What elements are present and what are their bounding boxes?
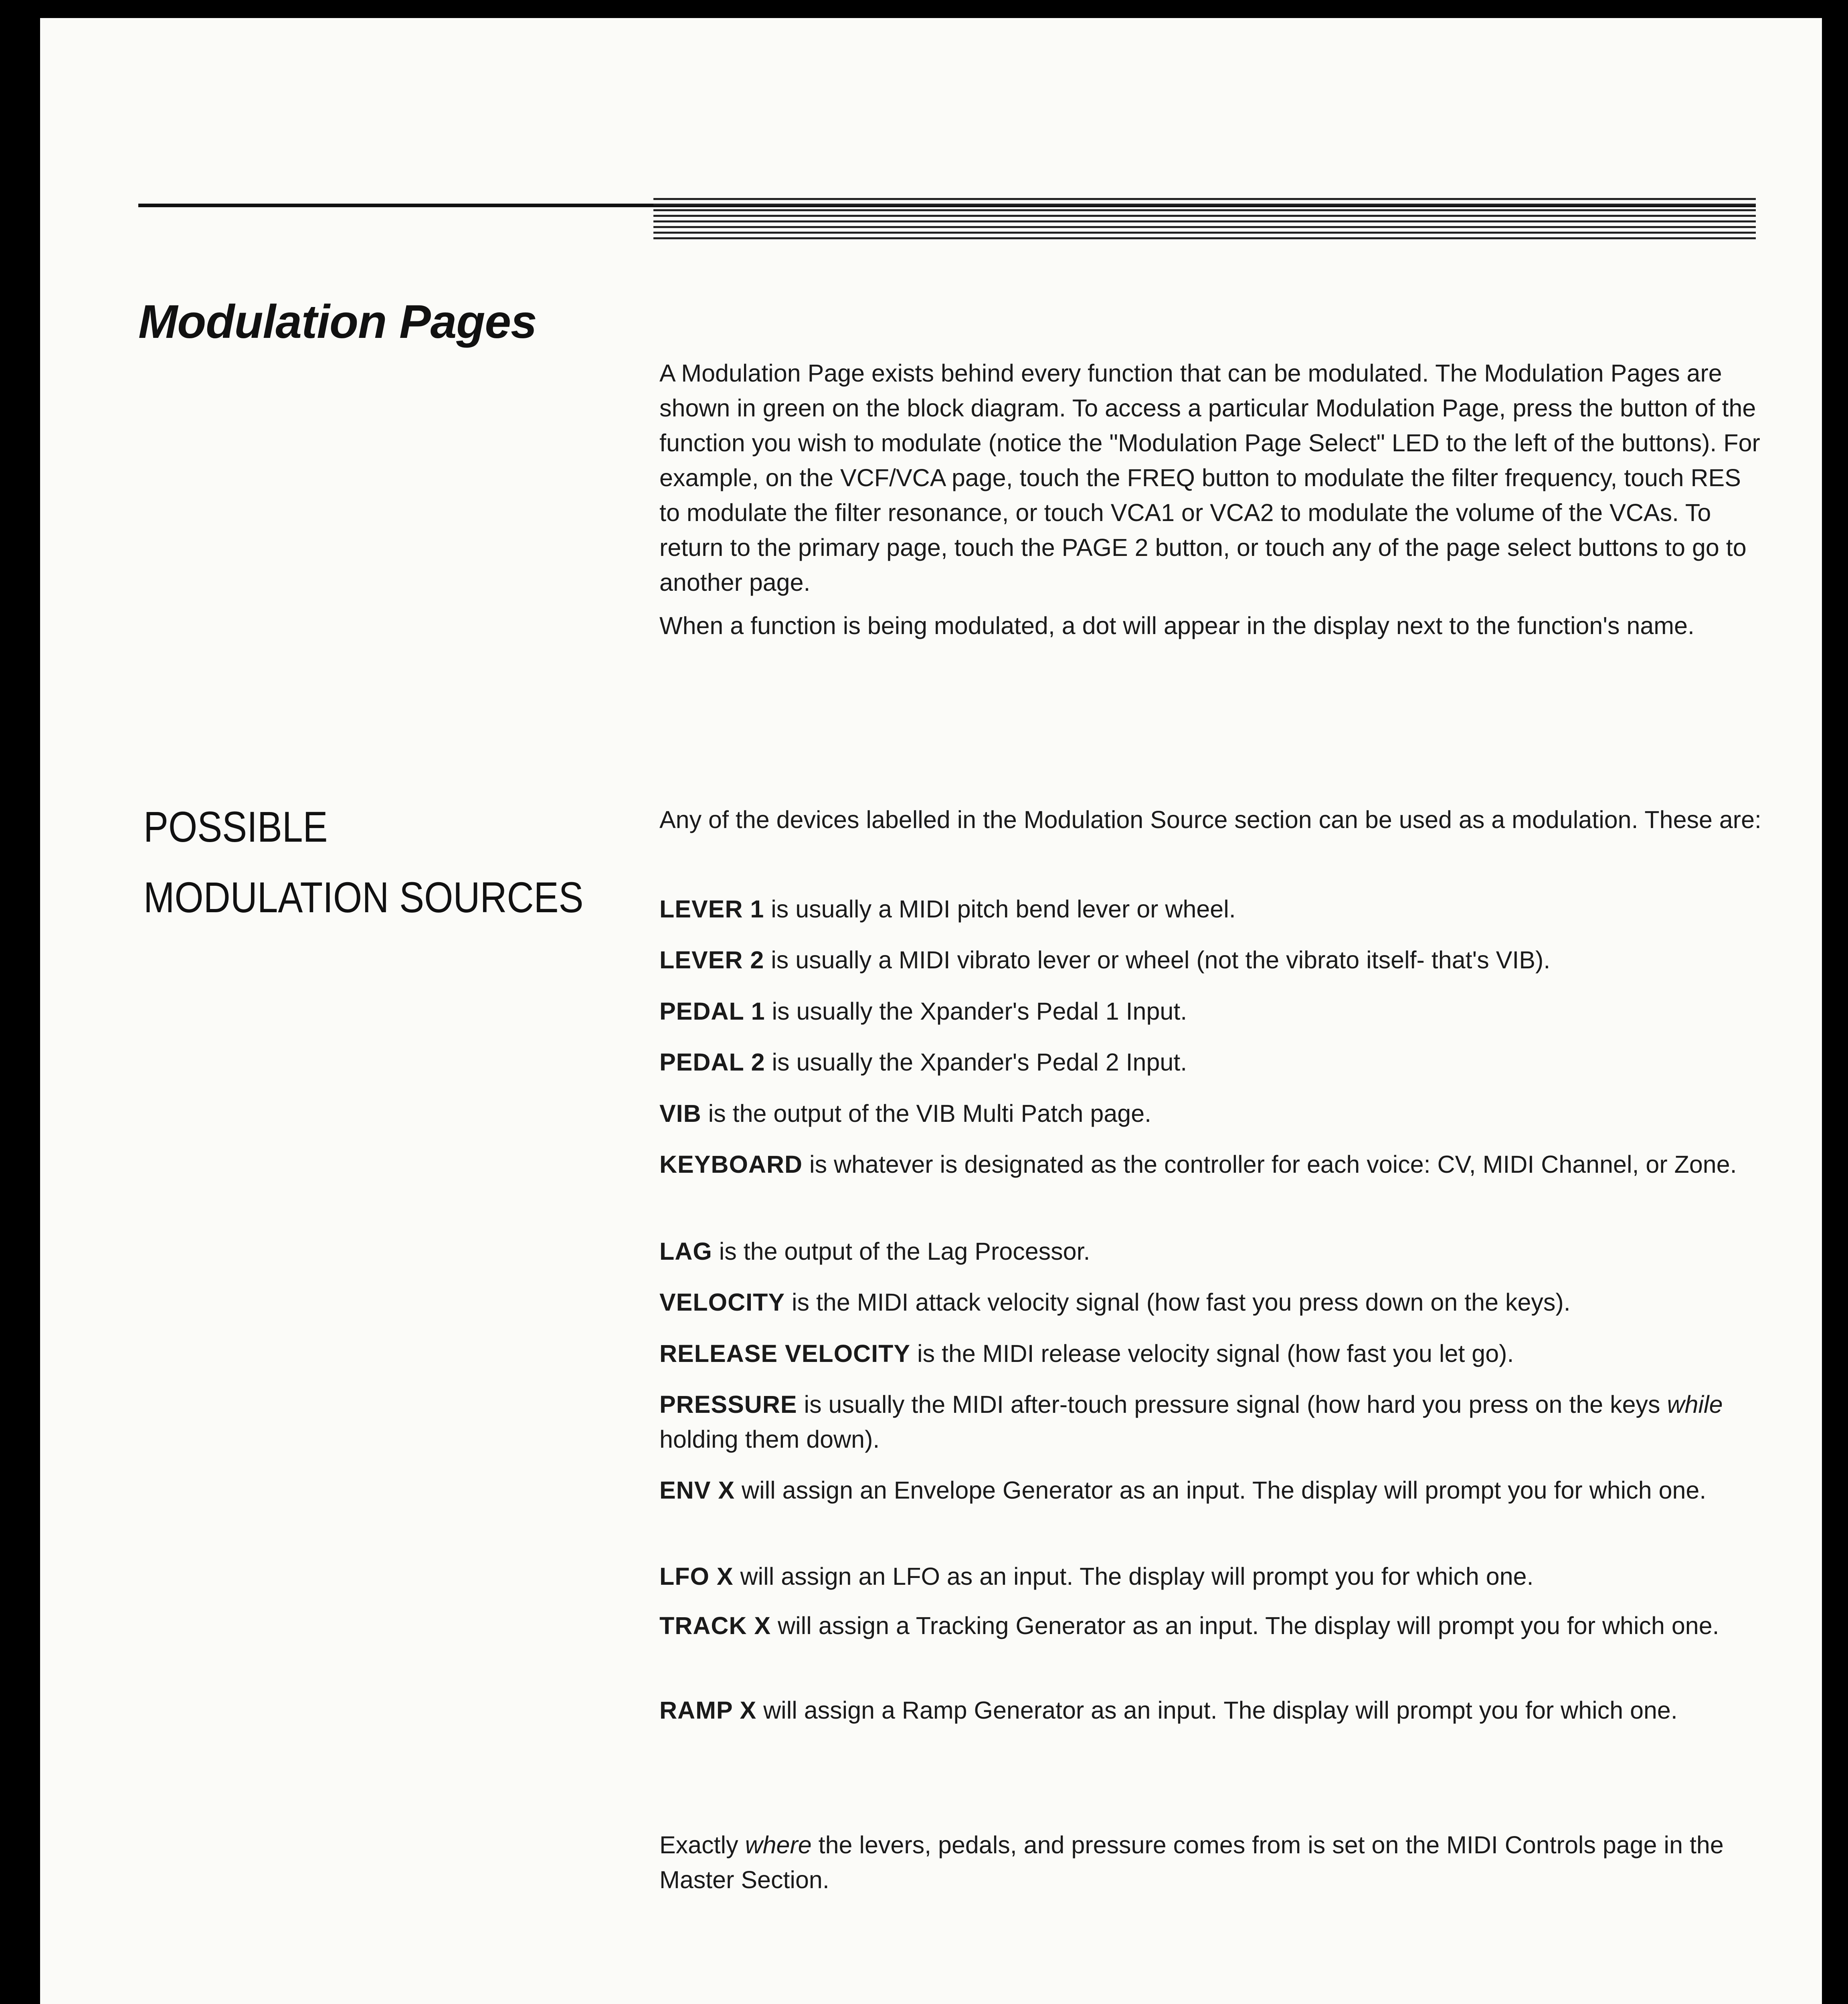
source-description: will assign a Tracking Generator as an input. The display will prompt you for which one. xyxy=(771,1612,1719,1639)
source-description: will assign an Envelope Generator as an input. The display will prompt you for which one. xyxy=(735,1477,1706,1504)
binding-hole xyxy=(1824,1222,1848,1259)
list-item xyxy=(659,943,1766,978)
binding-hole xyxy=(1824,1943,1848,1980)
binding-hole xyxy=(1824,1376,1848,1413)
source-description: will assign an LFO as an input. The display will prompt you for which one. xyxy=(733,1563,1534,1590)
closing-text-cont: the levers, pedals, and pressure comes from is set on the MIDI Controls page in the Master Section. xyxy=(659,1831,1724,1893)
heading-line: MODULATION SOURCES xyxy=(144,873,584,921)
binding-hole xyxy=(1824,139,1848,176)
list-item xyxy=(659,1608,1766,1643)
list-item xyxy=(659,1285,1766,1320)
list-item xyxy=(659,1473,1766,1508)
binding-hole xyxy=(1824,1325,1848,1362)
binding-hole xyxy=(1824,1119,1848,1156)
binding-hole xyxy=(1824,397,1848,434)
binding-hole xyxy=(1824,1737,1848,1774)
source-description-cont: holding them down). xyxy=(659,1426,880,1453)
list-item xyxy=(659,892,1766,927)
list-item xyxy=(659,1693,1766,1728)
binding-hole xyxy=(1824,1995,1848,2004)
source-description: is whatever is designated as the controller for each voice: CV, MIDI Channel, or Zone. xyxy=(803,1151,1737,1178)
source-description: is usually the Xpander's Pedal 1 Input. xyxy=(765,998,1187,1025)
source-description: is the MIDI attack velocity signal (how fast you press down on the keys). xyxy=(785,1289,1571,1316)
source-term: RAMP X xyxy=(659,1697,757,1724)
source-description: is usually the MIDI after-touch pressure signal (how hard you press on the keys xyxy=(797,1391,1667,1418)
source-term: LAG xyxy=(659,1238,712,1265)
source-term: PEDAL 1 xyxy=(659,998,765,1025)
binding-hole xyxy=(1824,706,1848,743)
binding-hole xyxy=(1824,1582,1848,1619)
binding-hole xyxy=(1824,964,1848,1001)
source-description: is usually a MIDI vibrato lever or wheel (not the vibrato itself- that's VIB). xyxy=(764,946,1551,974)
source-term: RELEASE VELOCITY xyxy=(659,1340,911,1367)
binding-hole xyxy=(1824,242,1848,279)
binding-hole xyxy=(1824,912,1848,949)
binding-hole xyxy=(1824,552,1848,588)
binding-hole xyxy=(1824,809,1848,846)
section-heading-possible-sources xyxy=(144,792,583,933)
binding-hole xyxy=(1824,500,1848,537)
binding-hole xyxy=(1824,1428,1848,1465)
source-description: is the MIDI release velocity signal (how fast you let go). xyxy=(910,1340,1514,1367)
list-item xyxy=(659,994,1766,1029)
heading-line: POSSIBLE xyxy=(144,802,328,851)
source-term: PEDAL 2 xyxy=(659,1048,765,1076)
binding-hole xyxy=(1824,448,1848,485)
source-term: ENV X xyxy=(659,1477,735,1504)
closing-paragraph xyxy=(659,1828,1766,1897)
binding-hole xyxy=(1824,1015,1848,1052)
source-description: is usually the Xpander's Pedal 2 Input. xyxy=(765,1048,1187,1076)
list-item xyxy=(659,1559,1766,1594)
source-term: VELOCITY xyxy=(659,1289,785,1316)
binding-hole xyxy=(1824,345,1848,382)
emphasis: where xyxy=(745,1831,812,1859)
binding-hole xyxy=(1824,36,1848,73)
source-description: is the output of the VIB Multi Patch page. xyxy=(701,1100,1152,1127)
list-item xyxy=(659,1096,1766,1131)
header-hatch-decoration xyxy=(653,198,1756,242)
source-term: LEVER 2 xyxy=(659,946,764,974)
binding-hole xyxy=(1824,603,1848,640)
binding-hole xyxy=(1824,1634,1848,1671)
source-term: LFO X xyxy=(659,1563,734,1590)
source-term: KEYBOARD xyxy=(659,1151,803,1178)
intro-paragraph-2: When a function is being modulated, a dot will appear in the display next to the function's name. xyxy=(659,612,1694,639)
emphasis: while xyxy=(1667,1391,1723,1418)
list-item xyxy=(659,1045,1766,1080)
closing-text: Exactly xyxy=(659,1831,745,1859)
binding-hole xyxy=(1824,1788,1848,1825)
source-term: TRACK X xyxy=(659,1612,771,1639)
binding-hole xyxy=(1824,88,1848,125)
list-item xyxy=(659,1147,1766,1182)
binding-hole xyxy=(1824,1067,1848,1104)
source-term: LEVER 1 xyxy=(659,895,764,923)
list-item xyxy=(659,1234,1766,1269)
binding-hole xyxy=(1824,191,1848,228)
binding-hole xyxy=(1824,1479,1848,1516)
sources-intro: Any of the devices labelled in the Modulation Source section can be used as a modulation. These are: xyxy=(659,806,1761,833)
binding-hole xyxy=(1824,861,1848,898)
binding-hole xyxy=(1824,1531,1848,1568)
binding-hole xyxy=(1824,1840,1848,1877)
binding-hole xyxy=(1824,655,1848,691)
list-item xyxy=(659,1336,1766,1371)
source-description: is the output of the Lag Processor. xyxy=(712,1238,1090,1265)
intro-paragraph: A Modulation Page exists behind every function that can be modulated. The Modulation Pages are shown in green on the block diagram. To access a particular Modulation Page, press the button of the function you wish to modulate (notice the "Modulation Page Select" LED to the left of the buttons). For example, on the VCF/VCA page, touch the FREQ button to modulate the filter frequency, touch RES to modulate the filter resonance, or touch VCA1 or VCA2 to modulate the volume of the VCAs. To return to the primary page, touch the PAGE 2 button, or touch any of the page select buttons to go to another page. xyxy=(659,360,1760,596)
source-term: PRESSURE xyxy=(659,1391,797,1418)
binding-hole xyxy=(1824,1685,1848,1722)
binding-hole xyxy=(1824,294,1848,331)
binding-hole xyxy=(1824,1273,1848,1310)
binding-hole xyxy=(1824,1170,1848,1207)
list-item xyxy=(659,1387,1766,1457)
section-heading-modulation-pages: Modulation Pages xyxy=(138,295,537,348)
source-description: will assign a Ramp Generator as an input. The display will prompt you for which one. xyxy=(756,1697,1678,1724)
source-description: is usually a MIDI pitch bend lever or wheel. xyxy=(764,895,1236,923)
source-term: VIB xyxy=(659,1100,702,1127)
binding-hole xyxy=(1824,1892,1848,1929)
binding-hole xyxy=(1824,758,1848,794)
